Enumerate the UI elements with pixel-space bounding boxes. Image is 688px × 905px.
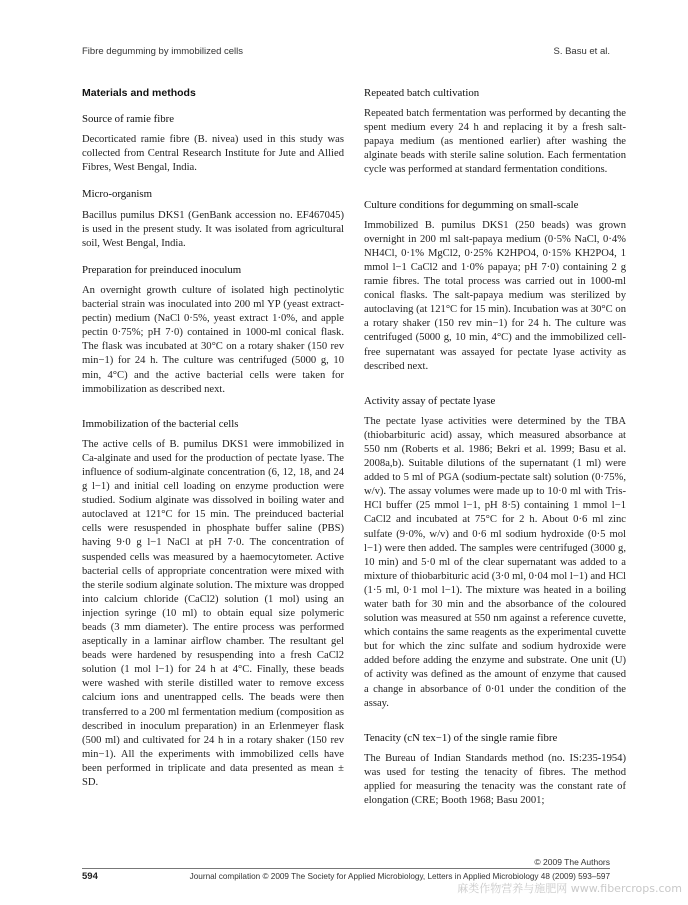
paragraph: Decorticated ramie fibre (B. nivea) used in this study was collected from Central Research Institute for Jute and Allied Fibres, West Bengal, India. — [82, 134, 344, 174]
section-heading: Materials and methods — [82, 87, 196, 99]
subsection-title: Source of ramie fibre — [82, 113, 175, 126]
subsection-title: Culture conditions for degumming on small-scale — [364, 198, 579, 211]
subsection-title: Preparation for preinduced inoculum — [82, 263, 242, 276]
subsection-title: Activity assay of pectate lyase — [364, 394, 496, 407]
subsection-title: Tenacity (cN tex−1) of the single ramie fibre — [364, 731, 558, 744]
left-column — [82, 86, 344, 802]
subsection-title: Immobilization of the bacterial cells — [82, 417, 239, 430]
footer-copyright: © 2009 The Authors — [534, 857, 610, 867]
paragraph: Repeated batch fermentation was performed by decanting the spent medium every 24 h and replacing it by a fresh salt-papaya medium (as mentioned earlier) after washing the alginate beads with sterile saline solution. Each fermentation cycle was performed at standard fermentation conditions. — [364, 108, 626, 176]
footer-journal: Journal compilation © 2009 The Society for Applied Microbiology, Letters in Applied Microbiology 48 (2009) 593–597 — [189, 872, 610, 881]
paragraph: Immobilized B. pumilus DKS1 (250 beads) was grown overnight in 200 ml salt-papaya medium (0·5% NaCl, 0·4% NH4Cl, 0·1% MgCl2, 0·25% K2HPO4, 0·15% KH2PO4, 1 mmol l−1 CaCl2 and 1·0% papaya; pH 7·0) containing 2 g ramie fibres. The total process was carried out in 1000-ml conical flasks. The salt-papaya medium was sterilized by autoclaving (at 121°C for 15 min). Incubation was at 30°C on a rotary shaker (150 rev min−1) for 24 h. The culture was centrifuged (5000 g, 10 min, 4°C) and the immobilized cell-free supernatant was assayed for pectate lyase activity as described next. — [364, 219, 626, 372]
page-number: 594 — [82, 871, 98, 882]
right-column — [364, 86, 626, 820]
paragraph: The Bureau of Indian Standards method (no. IS:235-1954) was used for testing the tenacity of fibres. The method applied for measuring the tenacity was the constant rate of elongation (CRE; Booth 1968; Basu 2001; — [364, 752, 626, 807]
paragraph: Bacillus pumilus DKS1 (GenBank accession no. EF467045) is used in the present study. It was isolated from agricultural soil, West Bengal, India. — [82, 209, 344, 249]
paragraph: An overnight growth culture of isolated high pectinolytic bacterial strain was inoculated into 200 ml YP (yeast extract-pectin) medium (NaCl 0·5%, yeast extract 1·0%, and apple pectin 0·75%; pH 7·0) contained in 1000-ml conical flask. The flask was incubated at 30°C on a rotary shaker (150 rev min−1) for 24 h. The culture was centrifuged (5000 g, 10 min, 4°C) and the active bacterial cells were taken for immobilization as described next. — [82, 284, 344, 395]
running-header-authors: S. Basu et al. — [553, 46, 610, 57]
footer-rule — [82, 868, 610, 869]
subsection-title: Repeated batch cultivation — [364, 87, 480, 99]
subsection-title: Micro-organism — [82, 188, 152, 201]
paragraph: The active cells of B. pumilus DKS1 were immobilized in Ca-alginate and used for the production of pectate lyase. The influence of sodium-alginate concentration (6, 12, 18, and 24 g l−1) and initial cell loading on enzyme production were studied. Sodium alginate was dissolved in boiling water and autoclaved at 121°C for 15 min. The preinduced bacterial cells were resuspended in phosphate buffer saline (PBS) having 9·0 g l−1 NaCl at pH 7·0. The concentration of suspended cells was measured by a haemocytometer. Active bacterial cells of appropriate concentration were mixed with the sterile sodium alginate solution. The mixture was dropped into calcium chloride (CaCl2) solution (1 mol) using an injection syringe (10 ml) to obtain equal size polymeric beads (3 mm diameter). The entire process was performed aseptically in a laminar airflow chamber. The resultant gel beads were hardened by resuspending into a fresh CaCl2 solution (1 mol l−1) for 24 h at 4°C. Finally, these beads were washed with sterile distilled water to remove excess calcium ions and unentrapped cells. The beads were then transferred to a 200 ml fermentation medium (composition as described in inoculum preparation) in an Erlenmeyer flask (500 ml) and cultivated for 24 h in a rotary shaker (150 rev min−1). All the experiments with immobilized cells have been performed in triplicate and data presented as mean ± SD. — [82, 438, 344, 789]
watermark: 麻类作物营养与施肥网 www.fibercrops.com — [457, 882, 682, 895]
running-header-title: Fibre degumming by immobilized cells — [82, 46, 244, 57]
paragraph: The pectate lyase activities were determined by the TBA (thiobarbituric acid) assay, which measured absorbance at 550 nm (Roberts et al. 1986; Bekri et al. 1999; Basu et al. 2008a,b). Suitable dilutions of the supernatant (1 ml) were added to 5 ml of PGA (sodium-pectate salt) solution (0·75%, w/v). The assay volumes were made up to 10·0 ml with Tris-HCl buffer (25 mmol l−1, pH 8·5) containing 1 mmol l−1 CaCl2 and incubated at 75°C for 2 h. About 0·6 ml zinc sulfate (9·0%, w/v) and 0·6 ml sodium hydroxide (0·5 mol l−1) were then added. The samples were centrifuged (3000 g, 10 min) and 5·0 ml of the clear supernatant was added to a mixture of thiobarbituric acid (3·0 ml, 0·04 mol l−1) and HCl (1·5 ml, 0·1 mol l−1). The mixture was heated in a boiling water bath for 30 min and the absorbance of the coloured solution was measured at 550 nm against a reference cuvette, which contains the same reagents as the experimental cuvette but for which the zinc sulfate and sodium hydroxide were added before adding the enzyme and substrate. One unit (U) of activity was defined as the amount of enzyme that caused a change in absorbance of 0·01 under the condition of the assay. — [364, 415, 626, 709]
